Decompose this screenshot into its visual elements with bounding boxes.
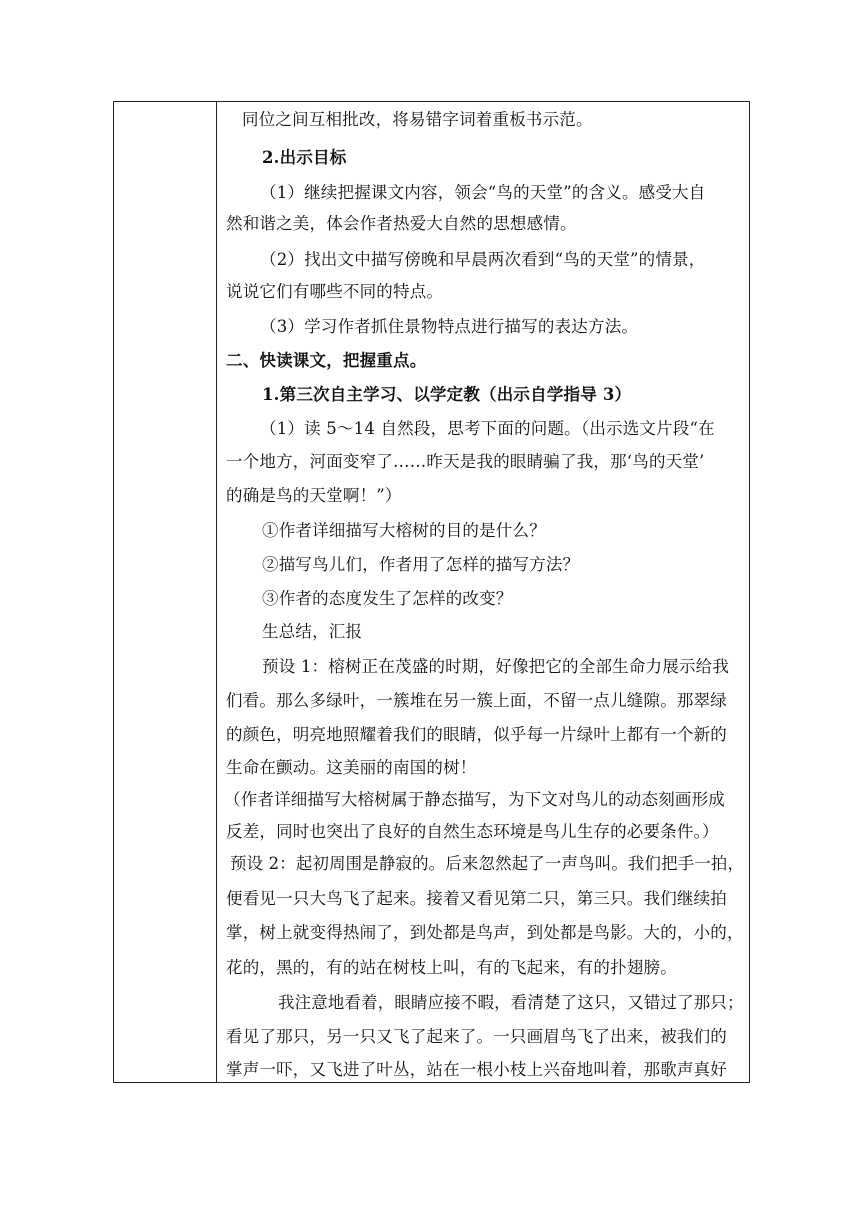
text-line: （3）学习作者抓住景物特点进行描写的表达方法。 xyxy=(260,317,639,336)
text-line: 预设 2：起初周围是静寂的。后来忽然起了一声鸟叫。我们把手一拍， xyxy=(230,854,745,873)
text-line: （2）找出文中描写傍晚和早晨两次看到“鸟的天堂”的情景， xyxy=(260,250,706,269)
lesson-plan-table xyxy=(113,101,750,1083)
text-line: 反差，同时也突出了良好的自然生态环境是鸟儿生存的必要条件。） xyxy=(226,822,719,841)
text-line: 掌声一吓，又飞进了叶丛，站在一根小枝上兴奋地叫着，那歌声真好 xyxy=(226,1060,727,1079)
text-line: 掌，树上就变得热闹了，到处都是鸟声，到处都是鸟影。大的，小的， xyxy=(226,923,744,942)
text-line: 的确是鸟的天堂啊！”） xyxy=(226,486,402,505)
text-line: 然和谐之美，体会作者热爱大自然的思想感情。 xyxy=(226,214,577,233)
text-line: 们看。那么多绿叶，一簇堆在另一簇上面，不留一点儿缝隙。那翠绿 xyxy=(226,691,727,710)
section-heading: 2.出示目标 xyxy=(262,148,347,167)
text-line: 同位之间互相批改，将易错字词着重板书示范。 xyxy=(242,110,593,129)
text-line: ②描写鸟儿们，作者用了怎样的描写方法？ xyxy=(262,555,580,574)
section-heading: 1.第三次自主学习、以学定教（出示自学指导 3） xyxy=(262,385,632,404)
text-line: 的颜色，明亮地照耀着我们的眼睛，似乎每一片绿叶上都有一个新的 xyxy=(226,725,727,744)
text-line: （1）继续把握课文内容，领会“鸟的天堂”的含义。感受大自 xyxy=(260,183,706,202)
left-column-cell xyxy=(114,102,217,1082)
text-line: （1）读 5～14 自然段，思考下面的问题。（出示选文片段“在 xyxy=(260,419,715,438)
text-line: （作者详细描写大榕树属于静态描写，为下文对鸟儿的动态刻画形成 xyxy=(224,790,725,809)
text-line: ③作者的态度发生了怎样的改变？ xyxy=(262,589,513,608)
text-line: ①作者详细描写大榕树的目的是什么？ xyxy=(262,521,546,540)
text-line: 生总结，汇报 xyxy=(262,622,363,641)
text-line: 花的，黑的，有的站在树枝上叫，有的飞起来，有的扑翅膀。 xyxy=(226,958,677,977)
text-line: 生命在颤动。这美丽的南国的树！ xyxy=(226,758,477,777)
text-line: 一个地方，河面变窄了……昨天是我的眼睛骗了我，那‘鸟的天堂’ xyxy=(226,452,705,471)
text-line: 便看见一只大鸟飞了起来。接着又看见第二只，第三只。我们继续拍 xyxy=(226,889,727,908)
text-line: 预设 1：榕树正在茂盛的时期，好像把它的全部生命力展示给我 xyxy=(262,657,730,676)
section-heading: 二、快读课文，把握重点。 xyxy=(226,351,427,370)
text-line: 我注意地看着，眼睛应接不暇，看清楚了这只，又错过了那只； xyxy=(278,993,744,1012)
text-line: 看见了那只，另一只又飞了起来了。一只画眉鸟飞了出来，被我们的 xyxy=(226,1027,727,1046)
text-line: 说说它们有哪些不同的特点。 xyxy=(226,282,444,301)
